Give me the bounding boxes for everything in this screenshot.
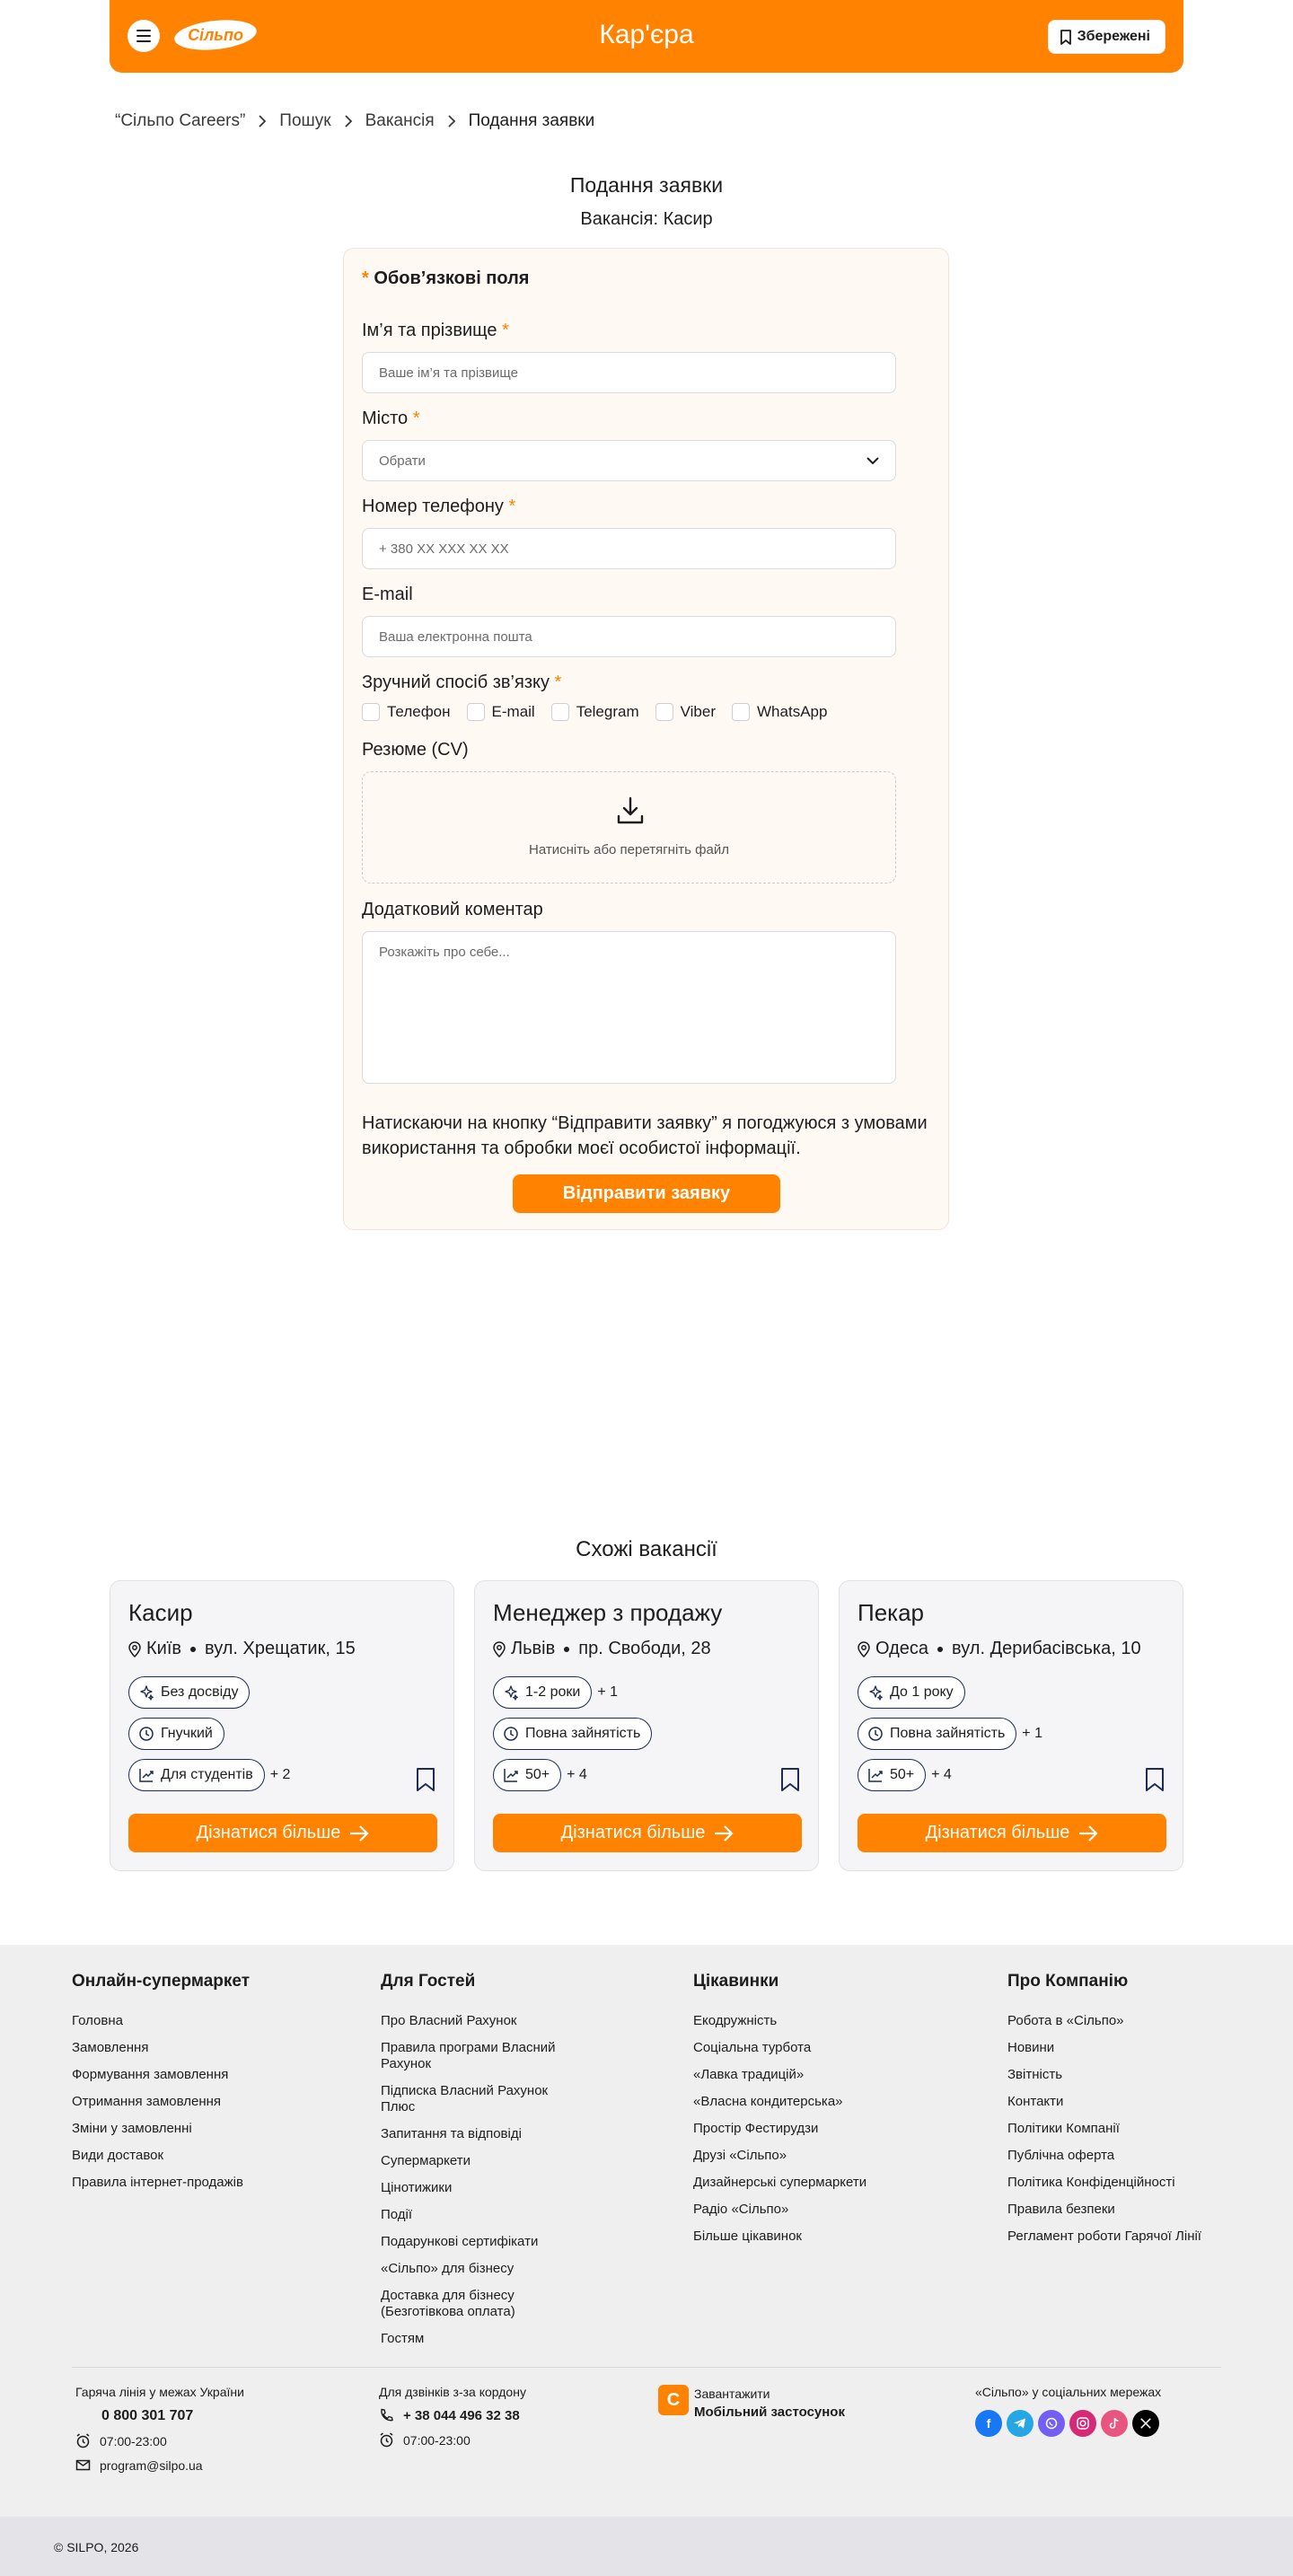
breadcrumb	[115, 111, 594, 131]
contact-email-checkbox[interactable]: E-mail	[467, 703, 535, 721]
vacancy-tag-more: + 1	[1022, 1726, 1042, 1741]
hotline-label: Гаряча лінія у межах України	[75, 2385, 244, 2399]
sparkle-icon	[138, 1684, 154, 1701]
form-title: Подання заявки	[569, 173, 724, 197]
learn-more-button[interactable]: Дізнатися більше	[493, 1814, 802, 1852]
mobile-app-link[interactable]	[658, 2385, 845, 2422]
email-input[interactable]	[362, 616, 896, 657]
learn-more-button[interactable]: Дізнатися більше	[858, 1814, 1166, 1852]
hotline-email[interactable]: program@silpo.ua	[100, 2457, 203, 2473]
chevron-right-icon	[344, 115, 353, 127]
footer-link[interactable]: Політики Компанії	[1007, 2121, 1120, 2136]
hotline-phone[interactable]: 0 800 301 707	[101, 2408, 194, 2423]
alarm-clock-icon	[75, 2433, 91, 2449]
footer-column-title: Про Компанію	[1007, 1972, 1129, 1991]
breadcrumb-current: Подання заявки	[468, 111, 595, 130]
svg-text:Сільпо: Сільпо	[188, 26, 243, 44]
abroad-label: Для дзвінків з-за кордону	[379, 2385, 526, 2399]
vacancy-card-location	[128, 1639, 356, 1659]
footer-column-supermarket	[72, 1972, 250, 2202]
vacancy-tag: До 1 року	[858, 1676, 965, 1709]
application-form	[343, 248, 949, 1230]
contact-telegram-checkbox[interactable]: Telegram	[551, 703, 639, 721]
footer-column-company	[1007, 1972, 1201, 2255]
site-footer	[0, 1945, 1293, 2517]
facebook-icon[interactable]: f	[975, 2410, 1002, 2437]
vacancy-city: Київ	[146, 1639, 182, 1658]
footer-link[interactable]: «Власна кондитерська»	[693, 2094, 843, 2109]
vacancy-card-title[interactable]: Менеджер з продажу	[493, 1599, 723, 1626]
breadcrumb-careers[interactable]: “Сільпо Careers”	[115, 111, 246, 130]
footer-link[interactable]: Підписка Власний Рахунок Плюс	[381, 2083, 549, 2114]
hotline-hours: 07:00-23:00	[100, 2433, 167, 2449]
footer-link[interactable]: Зміни у замовленні	[72, 2121, 192, 2136]
footer-link[interactable]: Соціальна турбота	[693, 2040, 812, 2055]
silpo-app-icon: С	[658, 2385, 689, 2415]
viber-icon[interactable]	[1038, 2410, 1065, 2437]
footer-link[interactable]: «Сільпо» для бізнесу	[381, 2261, 515, 2276]
footer-link[interactable]: Контакти	[1007, 2094, 1064, 2109]
chevron-right-icon	[258, 115, 267, 127]
tiktok-icon[interactable]	[1101, 2410, 1128, 2437]
footer-link[interactable]: Правила інтернет-продажів	[72, 2175, 243, 2190]
chart-icon	[503, 1767, 519, 1783]
vacancy-city: Львів	[511, 1639, 556, 1658]
abroad-block	[379, 2385, 526, 2448]
contact-whatsapp-checkbox[interactable]: WhatsApp	[732, 703, 827, 721]
footer-link[interactable]: Більше цікавинок	[693, 2229, 802, 2244]
vacancy-card-title[interactable]: Касир	[128, 1599, 193, 1626]
city-select[interactable]	[362, 440, 896, 481]
contact-method-label: Зручний спосіб зв’язку *	[362, 673, 562, 692]
resume-label: Резюме (CV)	[362, 740, 469, 760]
consent-text: Натискаючи на кнопку “Відправити заявку” я погоджуюся з умовами використання та обробки моєї особистої інформації.	[362, 1113, 928, 1158]
download-icon	[614, 795, 646, 827]
telegram-icon[interactable]	[1007, 2410, 1034, 2437]
footer-link[interactable]: Правила безпеки	[1007, 2202, 1115, 2217]
city-label: Місто *	[362, 409, 420, 428]
contact-phone-checkbox[interactable]: Телефон	[362, 703, 451, 721]
vacancy-tag: 1-2 роки	[493, 1676, 592, 1709]
clock-icon	[503, 1726, 519, 1742]
name-label: Ім’я та прізвище *	[362, 321, 509, 340]
abroad-phone[interactable]: + 38 044 496 32 38	[403, 2408, 520, 2423]
contact-viber-checkbox[interactable]: Viber	[655, 703, 716, 721]
footer-link[interactable]: Гостям	[381, 2331, 425, 2346]
learn-more-button[interactable]: Дізнатися більше	[128, 1814, 437, 1852]
clock-icon	[138, 1726, 154, 1742]
footer-link[interactable]: Новини	[1007, 2040, 1055, 2055]
social-label: «Сільпо» у соціальних мережах	[975, 2385, 1162, 2399]
similar-vacancies-title: Схожі вакансії	[576, 1537, 717, 1561]
phone-input[interactable]	[362, 528, 896, 569]
footer-link[interactable]: Дизайнерські супермаркети	[693, 2175, 867, 2190]
location-pin-icon	[128, 1641, 141, 1657]
footer-column-interesting	[693, 1972, 866, 2255]
vacancy-tag-more: + 1	[597, 1684, 618, 1700]
abroad-hours: 07:00-23:00	[403, 2432, 471, 2448]
required-note: * Обов’язкові поля	[362, 268, 530, 288]
bookmark-icon[interactable]	[780, 1767, 800, 1792]
location-pin-icon	[493, 1641, 506, 1657]
vacancy-card-location	[493, 1639, 711, 1659]
site-header	[110, 0, 1183, 73]
vacancy-address: вул. Хрещатик, 15	[205, 1639, 356, 1658]
footer-link[interactable]: Регламент роботи Гарячої Лінії	[1007, 2229, 1201, 2244]
sparkle-icon	[503, 1684, 519, 1701]
contact-method-group	[362, 703, 827, 721]
saved-button[interactable]	[1048, 20, 1165, 54]
vacancy-tag-more: + 4	[931, 1767, 952, 1782]
footer-link[interactable]: Запитання та відповіді	[381, 2126, 522, 2141]
social-block	[975, 2385, 1161, 2437]
form-subtitle: Вакансія: Касир	[580, 209, 713, 229]
chevron-right-icon	[447, 115, 456, 127]
vacancy-tag-more: + 4	[567, 1767, 587, 1782]
vacancy-card-title[interactable]: Пекар	[858, 1599, 925, 1626]
chevron-down-icon	[866, 457, 879, 465]
breadcrumb-search[interactable]: Пошук	[279, 111, 331, 130]
footer-column-title: Для Гостей	[381, 1972, 476, 1991]
comment-label: Додатковий коментар	[362, 900, 543, 919]
footer-link[interactable]: Види доставок	[72, 2148, 164, 2163]
vacancy-address: вул. Дерибасівська, 10	[952, 1639, 1141, 1658]
footer-link[interactable]: Екодружність	[693, 2013, 778, 2028]
vacancy-address: пр. Свободи, 28	[578, 1639, 711, 1658]
footer-link[interactable]: Публічна оферта	[1007, 2148, 1115, 2163]
footer-link[interactable]: Головна	[72, 2013, 123, 2028]
arrow-right-icon	[349, 1825, 369, 1842]
vacancy-tag: Повна зайнятість	[858, 1718, 1016, 1750]
arrow-right-icon	[1078, 1825, 1098, 1842]
vacancy-tag: Гнучкий	[128, 1718, 224, 1750]
mail-icon	[75, 2457, 91, 2473]
app-line2: Мобільний застосунок	[694, 2405, 845, 2420]
footer-column-title: Цікавинки	[693, 1972, 779, 1991]
vacancy-card[interactable]	[839, 1580, 1183, 1871]
clock-icon	[867, 1726, 884, 1742]
footer-link[interactable]: Замовлення	[72, 2040, 149, 2055]
footer-link[interactable]: Доставка для бізнесу (Безготівкова оплата)	[381, 2288, 515, 2319]
footer-link[interactable]: Звітність	[1007, 2067, 1063, 2082]
submit-button[interactable]: Відправити заявку	[513, 1174, 780, 1213]
vacancy-tag: Повна зайнятість	[493, 1718, 652, 1750]
vacancy-tag: 50+	[493, 1759, 561, 1791]
vacancy-tag: Без досвіду	[128, 1676, 250, 1709]
alarm-clock-icon	[379, 2432, 394, 2448]
footer-link[interactable]: Про Власний Рахунок	[381, 2013, 517, 2028]
footer-link[interactable]: Цінотижики	[381, 2180, 453, 2195]
vacancy-city: Одеса	[875, 1639, 929, 1658]
footer-link[interactable]: Правила програми Власний Рахунок	[381, 2040, 556, 2071]
app-line1: Завантажити	[694, 2387, 770, 2401]
footer-divider	[72, 2367, 1221, 2368]
vacancy-tag: Для студентів	[128, 1759, 265, 1791]
footer-link[interactable]: Подарункові сертифікати	[381, 2234, 539, 2249]
city-select-value: Обрати	[379, 453, 426, 469]
page-header-title: Кар'єра	[599, 20, 694, 49]
phone-label: Номер телефону *	[362, 497, 516, 516]
vacancy-card[interactable]	[474, 1580, 819, 1871]
footer-link[interactable]: Робота в «Сільпо»	[1007, 2013, 1124, 2028]
footer-link[interactable]: Формування замовлення	[72, 2067, 229, 2082]
vacancy-card[interactable]	[110, 1580, 454, 1871]
email-label: E-mail	[362, 585, 413, 604]
location-pin-icon	[858, 1641, 870, 1657]
footer-column-guests	[381, 1972, 569, 2358]
breadcrumb-vacancy[interactable]: Вакансія	[365, 111, 435, 130]
footer-link[interactable]: «Лавка традицій»	[693, 2067, 805, 2082]
hotline-block	[75, 2385, 244, 2473]
name-input[interactable]	[362, 352, 896, 393]
chart-icon	[138, 1767, 154, 1783]
vacancy-card-location	[858, 1639, 1141, 1659]
comment-textarea[interactable]: Розкажіть про себе...	[362, 931, 896, 1084]
footer-link[interactable]: Друзі «Сільпо»	[693, 2148, 787, 2163]
bookmark-icon[interactable]	[416, 1767, 435, 1792]
resume-dropzone[interactable]	[362, 771, 896, 884]
footer-link[interactable]: Простір Фестирудзи	[693, 2121, 819, 2136]
footer-link[interactable]: Супермаркети	[381, 2153, 471, 2168]
copyright: © SILPO, 2026	[54, 2540, 139, 2554]
arrow-right-icon	[714, 1825, 734, 1842]
chart-icon	[867, 1767, 884, 1783]
sparkle-icon	[867, 1684, 884, 1701]
vacancy-tag: 50+	[858, 1759, 926, 1791]
footer-link[interactable]: Радіо «Сільпо»	[693, 2202, 789, 2217]
resume-dropzone-hint: Натисніть або перетягніть файл	[529, 842, 729, 857]
footer-column-title: Онлайн-супермаркет	[72, 1972, 251, 1991]
footer-link[interactable]: Події	[381, 2207, 413, 2222]
footer-link[interactable]: Отримання замовлення	[72, 2094, 222, 2109]
footer-link[interactable]: Політика Конфіденційності	[1007, 2175, 1175, 2190]
instagram-icon[interactable]	[1069, 2410, 1096, 2437]
bookmark-icon[interactable]	[1145, 1767, 1165, 1792]
x-icon[interactable]	[1132, 2410, 1159, 2437]
bookmark-icon	[1060, 30, 1072, 45]
copyright-bar	[0, 2517, 1293, 2576]
vacancy-tag-more: + 2	[269, 1767, 291, 1782]
phone-icon	[379, 2408, 394, 2423]
saved-label: Збережені	[1077, 29, 1150, 44]
